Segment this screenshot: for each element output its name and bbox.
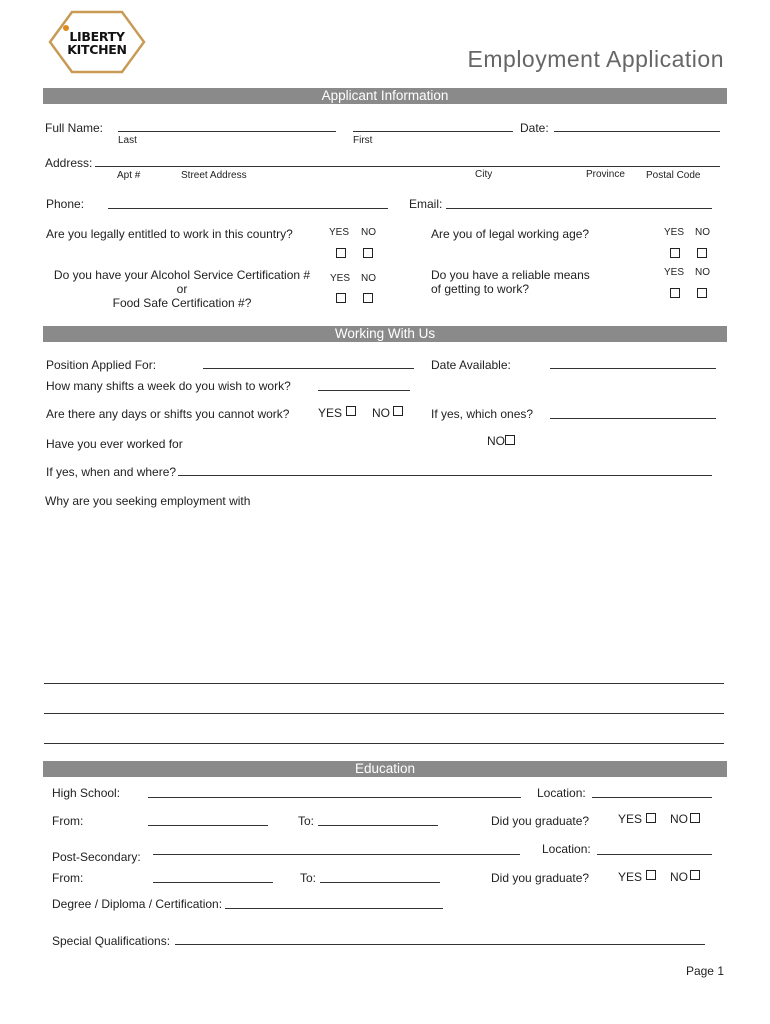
hs-no-label: NO bbox=[670, 812, 688, 826]
last-name-field[interactable] bbox=[118, 131, 336, 132]
ps-yes-label: YES bbox=[618, 870, 643, 884]
apt-caption: Apt # bbox=[117, 170, 141, 181]
email-label: Email: bbox=[409, 197, 443, 211]
degree-label: Degree / Diploma / Certification: bbox=[52, 897, 223, 911]
ps-graduate-question: Did you graduate? bbox=[491, 871, 590, 885]
hs-yes-label: YES bbox=[618, 812, 643, 826]
street-caption: Street Address bbox=[181, 170, 247, 181]
section-header-education: Education bbox=[43, 761, 727, 777]
why-answer-line-3[interactable] bbox=[44, 743, 724, 744]
hs-graduate-question: Did you graduate? bbox=[491, 814, 590, 828]
section-header-working: Working With Us bbox=[43, 326, 727, 342]
certification-line-1: Do you have your Alcohol Service Certification # bbox=[53, 268, 311, 282]
address-field[interactable] bbox=[95, 166, 720, 167]
ps-location-label: Location: bbox=[542, 842, 591, 856]
ps-to-label: To: bbox=[300, 871, 317, 885]
cannot-work-question: Are there any days or shifts you cannot work? bbox=[46, 407, 290, 421]
post-secondary-field[interactable] bbox=[153, 854, 520, 855]
when-where-field[interactable] bbox=[178, 475, 712, 476]
page-title: Employment Application bbox=[467, 46, 724, 72]
transport-yes-label: YES bbox=[664, 267, 685, 278]
cannot-work-yes-label: YES bbox=[318, 406, 343, 420]
page-number: Page 1 bbox=[685, 964, 724, 978]
hs-to-field[interactable] bbox=[318, 825, 438, 826]
phone-field[interactable] bbox=[108, 208, 388, 209]
which-ones-label: If yes, which ones? bbox=[431, 407, 534, 421]
worked-for-no-label: NO bbox=[487, 434, 505, 448]
worked-for-no-checkbox[interactable] bbox=[505, 435, 515, 445]
date-field[interactable] bbox=[554, 131, 720, 132]
shifts-field[interactable] bbox=[318, 390, 410, 391]
ps-location-field[interactable] bbox=[597, 854, 712, 855]
ps-from-label: From: bbox=[52, 871, 84, 885]
cert-yes-checkbox[interactable] bbox=[336, 293, 346, 303]
age-yes-checkbox[interactable] bbox=[670, 248, 680, 258]
legal-yes-checkbox[interactable] bbox=[336, 248, 346, 258]
certification-or: or bbox=[176, 282, 188, 296]
cert-no-label: NO bbox=[361, 273, 376, 284]
special-qualifications-label: Special Qualifications: bbox=[52, 934, 171, 948]
province-caption: Province bbox=[586, 169, 625, 180]
first-name-field[interactable] bbox=[353, 131, 513, 132]
logo-line-2: KITCHEN bbox=[67, 42, 127, 57]
high-school-field[interactable] bbox=[148, 797, 521, 798]
postal-caption: Postal Code bbox=[646, 170, 701, 181]
age-no-checkbox[interactable] bbox=[697, 248, 707, 258]
when-where-label: If yes, when and where? bbox=[46, 465, 177, 479]
hs-from-field[interactable] bbox=[148, 825, 268, 826]
cannot-work-no-label: NO bbox=[372, 406, 390, 420]
ps-yes-checkbox[interactable] bbox=[646, 870, 656, 880]
legal-no-label: NO bbox=[361, 227, 376, 238]
address-label: Address: bbox=[45, 156, 93, 170]
transport-question bbox=[431, 268, 590, 296]
special-qualifications-field[interactable] bbox=[175, 944, 705, 945]
cannot-work-no-checkbox[interactable] bbox=[393, 406, 403, 416]
date-available-label: Date Available: bbox=[431, 358, 511, 372]
legal-entitlement-question: Are you legally entitled to work in this country? bbox=[46, 227, 293, 241]
hs-location-field[interactable] bbox=[592, 797, 712, 798]
certification-line-2: Food Safe Certification #? bbox=[112, 296, 252, 310]
liberty-kitchen-logo bbox=[48, 10, 146, 74]
cert-yes-label: YES bbox=[330, 273, 351, 284]
section-header-applicant: Applicant Information bbox=[43, 88, 727, 104]
legal-no-checkbox[interactable] bbox=[363, 248, 373, 258]
legal-age-question: Are you of legal working age? bbox=[431, 227, 590, 241]
logo-line-1: LIBERTY bbox=[69, 29, 125, 44]
cannot-work-yes-checkbox[interactable] bbox=[346, 406, 356, 416]
phone-label: Phone: bbox=[46, 197, 85, 211]
hs-location-label: Location: bbox=[537, 786, 586, 800]
transport-yes-checkbox[interactable] bbox=[670, 288, 680, 298]
why-answer-line-1[interactable] bbox=[44, 683, 724, 684]
email-field[interactable] bbox=[446, 208, 712, 209]
hs-no-checkbox[interactable] bbox=[690, 813, 700, 823]
hs-yes-checkbox[interactable] bbox=[646, 813, 656, 823]
transport-no-checkbox[interactable] bbox=[697, 288, 707, 298]
hs-to-label: To: bbox=[298, 814, 315, 828]
full-name-label: Full Name: bbox=[45, 121, 104, 135]
ps-no-checkbox[interactable] bbox=[690, 870, 700, 880]
post-secondary-label: Post-Secondary: bbox=[52, 850, 141, 864]
ps-no-label: NO bbox=[670, 870, 688, 884]
ps-from-field[interactable] bbox=[153, 882, 273, 883]
worked-for-question: Have you ever worked for bbox=[46, 437, 183, 451]
ps-to-field[interactable] bbox=[320, 882, 440, 883]
hs-from-label: From: bbox=[52, 814, 84, 828]
transport-line-2: of getting to work? bbox=[431, 282, 530, 296]
legal-yes-label: YES bbox=[329, 227, 350, 238]
which-ones-field[interactable] bbox=[550, 418, 716, 419]
position-field[interactable] bbox=[203, 368, 414, 369]
transport-no-label: NO bbox=[695, 267, 710, 278]
transport-line-1: Do you have a reliable means bbox=[431, 268, 590, 282]
city-caption: City bbox=[475, 169, 493, 180]
why-answer-line-2[interactable] bbox=[44, 713, 724, 714]
first-caption: First bbox=[353, 135, 373, 146]
degree-field[interactable] bbox=[225, 908, 443, 909]
position-label: Position Applied For: bbox=[46, 358, 157, 372]
high-school-label: High School: bbox=[52, 786, 121, 800]
date-available-field[interactable] bbox=[550, 368, 716, 369]
age-no-label: NO bbox=[695, 227, 710, 238]
shifts-question: How many shifts a week do you wish to work? bbox=[46, 379, 291, 393]
age-yes-label: YES bbox=[664, 227, 685, 238]
last-caption: Last bbox=[118, 135, 137, 146]
date-label: Date: bbox=[520, 121, 549, 135]
certification-question bbox=[53, 268, 311, 310]
why-employment-question: Why are you seeking employment with bbox=[45, 494, 251, 508]
cert-no-checkbox[interactable] bbox=[363, 293, 373, 303]
